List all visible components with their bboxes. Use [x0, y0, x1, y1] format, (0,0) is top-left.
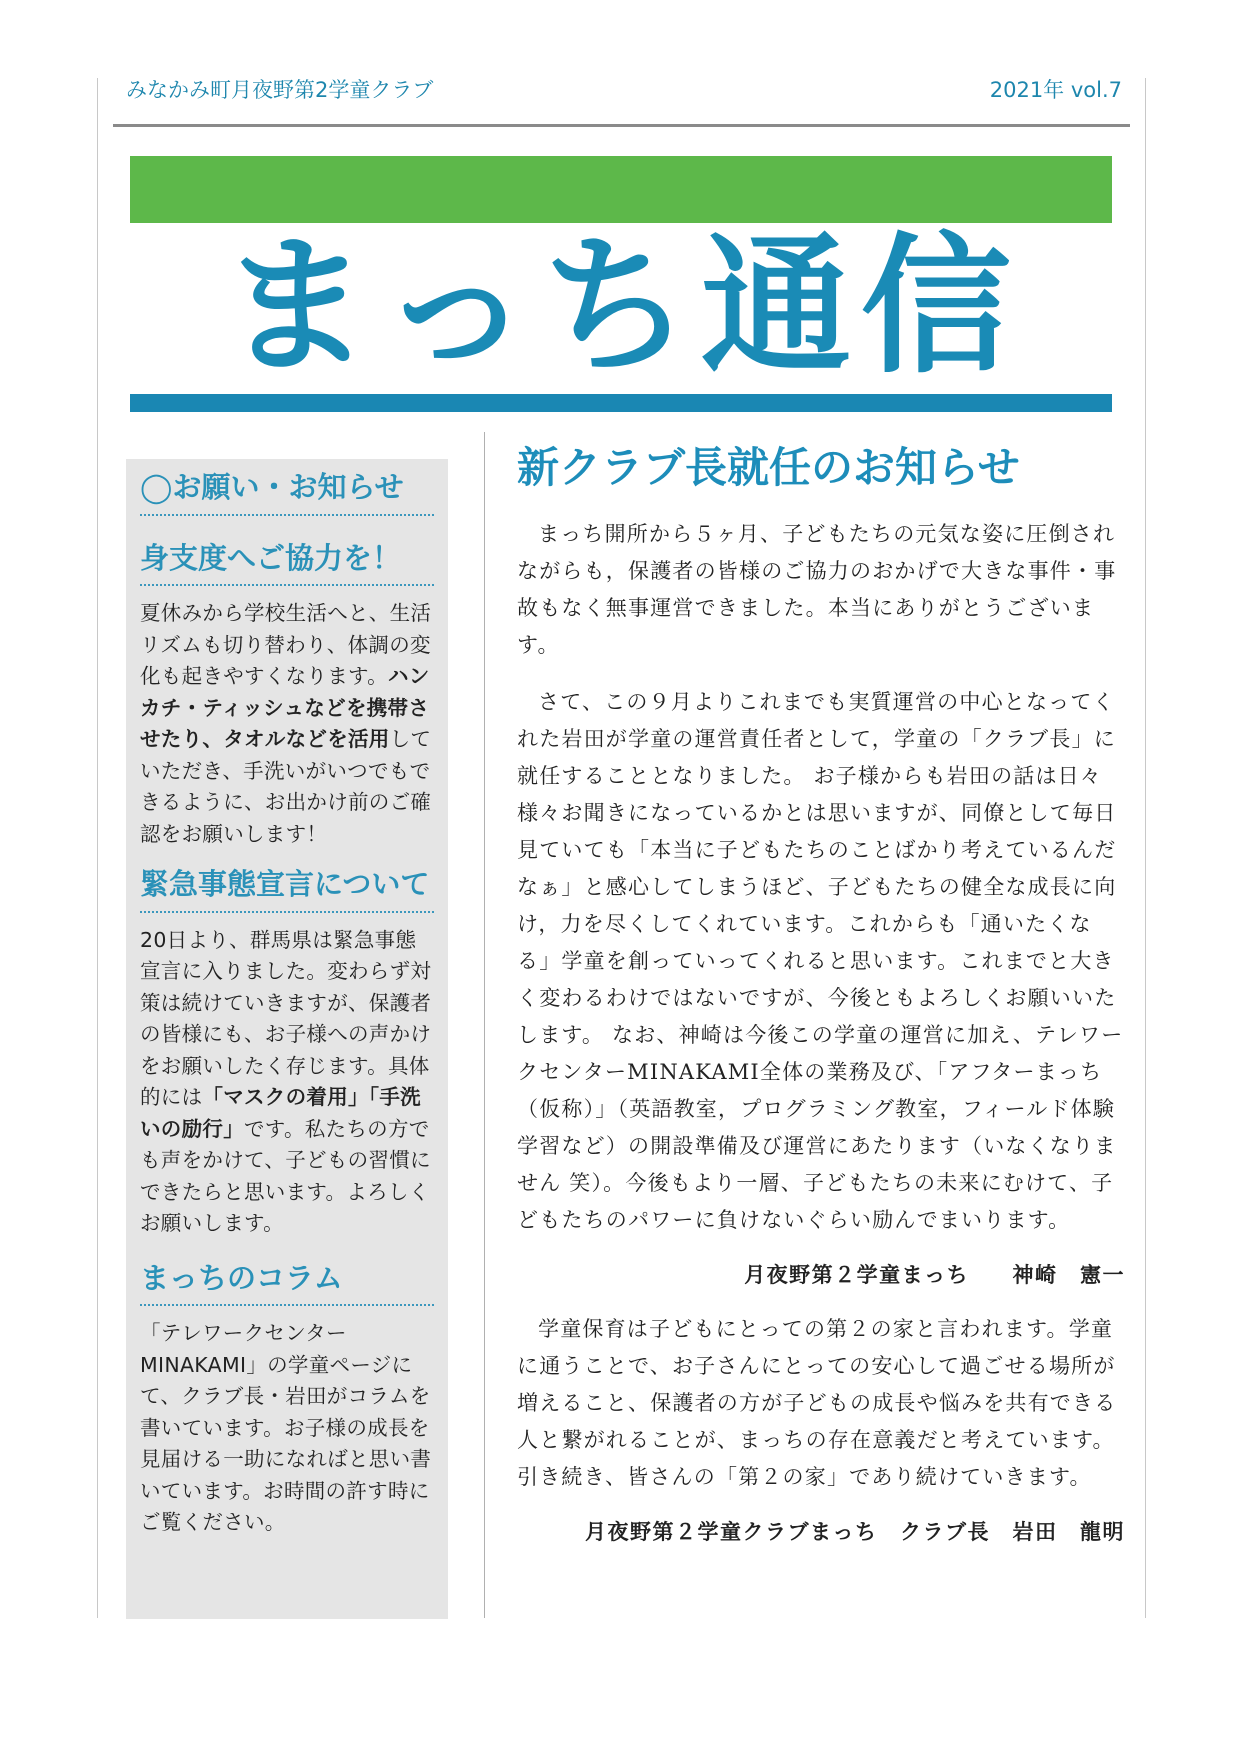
page-rule-right	[1145, 78, 1146, 1618]
article-title: 新クラブ長就任のお知らせ	[517, 443, 1020, 492]
article-paragraph-3: 学童保育は子どもにとっての第２の家と言われます。学童に通うことで、お子さんにとっての安心して過ごせる場所が増えること、保護者の方が子どもの成長や悩みを共有できる人と繋がれることが、まっちの存在意義だと考えています。引き続き、皆さんの「第２の家」であり続けていきます。	[517, 1317, 1117, 1489]
article-signature-2: 月夜野第２学童クラブまっち クラブ長 岩田 龍明	[585, 1519, 1125, 1544]
page-rule-left	[97, 78, 98, 1618]
masthead-title: まっち通信	[220, 220, 1021, 394]
sidebar-text-span: 20日より、群馬県は緊急事態宣言に入りました。変わらず対策は続けていきますが、保護者の皆様にも、お子様への声かけをお願いしたく存じます。具体的には	[140, 927, 432, 1110]
sidebar-text-span: 夏休みから学校生活へと、生活リズムも切り替わり、体調の変化も起きやすくなります。	[140, 601, 432, 689]
masthead-blue-bar	[130, 394, 1112, 412]
article-paragraph-1: まっち開所から５ヶ月、子どもたちの元気な姿に圧倒されながらも，保護者の皆様のご協力のおかげで大きな事件・事故もなく無事運営できました。本当にありがとうございます。	[517, 522, 1117, 657]
sidebar-text-span: していただき、手洗いがいつでもできるように、お出かけ前のご確認をお願いします！	[140, 727, 432, 846]
article-signature-1: 月夜野第２学童まっち 神崎 憲一	[744, 1262, 1125, 1287]
header-rule	[113, 124, 1130, 127]
sidebar-text-bold: ハンカチ・ティッシュなどを携帯させたり、タオルなどを活用	[140, 664, 430, 752]
sidebar-heading-preparation: 身支度へご協力を！	[140, 538, 434, 587]
header-issue-number: 2021年 vol.7	[989, 78, 1122, 102]
sidebar-notice-title: ◯お願い・お知らせ	[140, 467, 434, 516]
sidebar-heading-emergency: 緊急事態宣言について	[140, 864, 434, 913]
sidebar-text-column: 「テレワークセンターMINAKAMI」の学童ページにて、クラブ長・岩田がコラムを書いています。お子様の成長を見届ける一助になればと思い書いています。お時間の許す時にご覧ください。	[140, 1321, 432, 1535]
article-paragraph-2: さて、この９月よりこれまでも実質運営の中心となってくれた岩田が学童の運営責任者として，学童の「クラブ長」に就任することとなりました。 お子様からも岩田の話は日々様々お聞きになっているかとは思いますが、同僚として毎日見ていても「本当に子どもたちのことばかり考えているんだなぁ」と感心してしまうほど、子どもたちの健全な成長に向け，力を尽くしてくれています。これからも「通いたくなる」学童を創っていってくれると思います。これまでと大きく変わるわけではないですが、今後ともよろしくお願いいたします。 なお、神崎は今後この学童の運営に加え、テレワークセンターMINAKAMI全体の業務及び、「アフターまっち（仮称）」（英語教室，プログラミング教室，フィールド体験学習など）の開設準備及び運営にあたります（いなくなりません 笑）。今後もより一層、子どもたちの未来にむけて、子どもたちのパワーに負けないぐらい励んでまいります。	[517, 690, 1124, 1232]
column-divider	[484, 432, 485, 1618]
sidebar-text-span: です。私たちの方でも声をかけて、子どもの習慣にできたらと思います。よろしくお願いします。	[140, 1116, 431, 1236]
masthead-green-bar	[130, 156, 1112, 223]
sidebar-text-emergency	[140, 925, 434, 1240]
header-org-name: みなかみ町月夜野第2学童クラブ	[126, 78, 434, 102]
sidebar	[126, 459, 448, 1619]
main-article	[517, 436, 1125, 1568]
sidebar-text-bold: 「マスクの着用」「手洗いの励行」	[140, 1085, 421, 1141]
sidebar-heading-column: まっちのコラム	[140, 1258, 434, 1307]
sidebar-text-preparation	[140, 598, 434, 850]
